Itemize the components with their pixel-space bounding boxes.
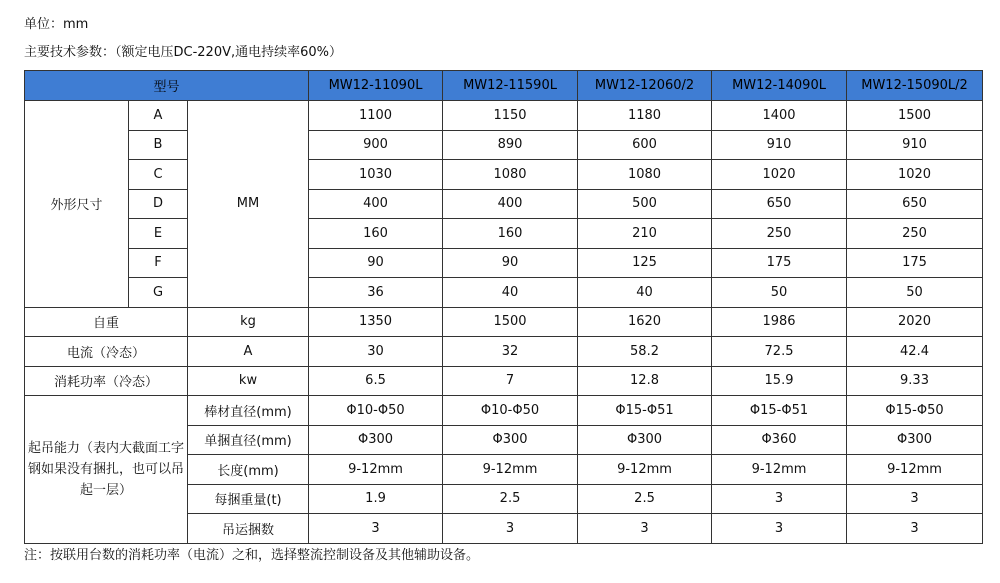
lifting-row-label: 单捆直径(mm) (188, 425, 309, 455)
table-cell: 400 (309, 189, 443, 219)
table-cell: 42.4 (847, 337, 983, 367)
table-cell: 32 (443, 337, 578, 367)
table-cell: 1500 (443, 307, 578, 337)
table-header-row (25, 71, 983, 101)
table-cell: 3 (578, 514, 712, 544)
table-row (25, 396, 983, 426)
table-row (25, 219, 983, 249)
table-cell: 9-12mm (309, 455, 443, 485)
params-note: 主要技术参数：（额定电压DC-220V,通电持续率60%） (24, 45, 343, 60)
table-cell: 9-12mm (712, 455, 847, 485)
table-cell: 2.5 (443, 484, 578, 514)
table-row (25, 101, 983, 131)
table-cell: 2.5 (578, 484, 712, 514)
table-cell: 7 (443, 366, 578, 396)
table-cell: 50 (712, 278, 847, 308)
table-cell: 3 (712, 514, 847, 544)
table-cell: Φ10-Φ50 (443, 396, 578, 426)
lifting-row-label: 每捆重量(t) (188, 484, 309, 514)
table-cell: 12.8 (578, 366, 712, 396)
table-cell: 1020 (847, 160, 983, 190)
table-cell: 1400 (712, 101, 847, 131)
table-cell: 15.9 (712, 366, 847, 396)
spec-table (24, 70, 983, 544)
table-cell: 900 (309, 130, 443, 160)
header-model-label: 型号 (25, 71, 309, 101)
table-cell: 40 (443, 278, 578, 308)
table-cell: 1150 (443, 101, 578, 131)
table-cell: 50 (847, 278, 983, 308)
table-cell: 1986 (712, 307, 847, 337)
table-cell: 250 (712, 219, 847, 249)
table-cell: 90 (443, 248, 578, 278)
header-model: MW12-14090L (712, 71, 847, 101)
lifting-row-label: 吊运捆数 (188, 514, 309, 544)
table-cell: 1020 (712, 160, 847, 190)
table-cell: 125 (578, 248, 712, 278)
table-cell: 3 (847, 514, 983, 544)
table-cell: Φ15-Φ50 (847, 396, 983, 426)
lifting-row-label: 长度(mm) (188, 455, 309, 485)
dimensions-unit: MM (188, 101, 309, 308)
table-cell: 600 (578, 130, 712, 160)
dimension-key: B (129, 130, 188, 160)
table-cell: 160 (443, 219, 578, 249)
table-cell: 72.5 (712, 337, 847, 367)
table-cell: 650 (712, 189, 847, 219)
table-cell: 890 (443, 130, 578, 160)
table-cell: Φ300 (847, 425, 983, 455)
footer-note: 注：按联用台数的消耗功率（电流）之和，选择整流控制设备及其他辅助设备。 (24, 548, 480, 563)
table-cell: 30 (309, 337, 443, 367)
header-model: MW12-15090L/2 (847, 71, 983, 101)
table-cell: 3 (712, 484, 847, 514)
table-row (25, 160, 983, 190)
table-cell: 3 (847, 484, 983, 514)
table-cell: 175 (712, 248, 847, 278)
table-cell: 910 (712, 130, 847, 160)
table-cell: 1080 (578, 160, 712, 190)
table-cell: 210 (578, 219, 712, 249)
table-cell: 9-12mm (847, 455, 983, 485)
table-cell: 3 (443, 514, 578, 544)
table-cell: 2020 (847, 307, 983, 337)
table-cell: 58.2 (578, 337, 712, 367)
table-row (25, 248, 983, 278)
row-unit: A (188, 337, 309, 367)
table-cell: 1080 (443, 160, 578, 190)
table-cell: 9.33 (847, 366, 983, 396)
table-cell: 650 (847, 189, 983, 219)
lifting-capacity-label: 起吊能力（表内大截面工字钢如果没有捆扎，也可以吊起一层） (25, 396, 188, 544)
table-cell: 1.9 (309, 484, 443, 514)
table-row (25, 307, 983, 337)
dimension-key: E (129, 219, 188, 249)
table-cell: 36 (309, 278, 443, 308)
header-model: MW12-11590L (443, 71, 578, 101)
table-cell: 250 (847, 219, 983, 249)
table-cell: 1100 (309, 101, 443, 131)
table-cell: 90 (309, 248, 443, 278)
table-cell: 40 (578, 278, 712, 308)
header-model: MW12-11090L (309, 71, 443, 101)
dimension-key: C (129, 160, 188, 190)
table-cell: 9-12mm (443, 455, 578, 485)
row-unit: kg (188, 307, 309, 337)
table-cell: 1620 (578, 307, 712, 337)
row-label-weight: 自重 (25, 307, 188, 337)
dimension-key: F (129, 248, 188, 278)
dimension-key: D (129, 189, 188, 219)
table-cell: 1350 (309, 307, 443, 337)
table-row (25, 130, 983, 160)
dimension-key: G (129, 278, 188, 308)
table-cell: 175 (847, 248, 983, 278)
table-cell: 1180 (578, 101, 712, 131)
dimensions-label: 外形尺寸 (25, 101, 129, 308)
table-cell: Φ300 (309, 425, 443, 455)
table-row (25, 278, 983, 308)
table-cell: 1500 (847, 101, 983, 131)
table-cell: 400 (443, 189, 578, 219)
table-row (25, 337, 983, 367)
table-cell: Φ10-Φ50 (309, 396, 443, 426)
table-cell: 160 (309, 219, 443, 249)
table-cell: 6.5 (309, 366, 443, 396)
table-cell: Φ300 (578, 425, 712, 455)
table-cell: 9-12mm (578, 455, 712, 485)
table-cell: Φ300 (443, 425, 578, 455)
table-row (25, 366, 983, 396)
table-cell: Φ15-Φ51 (578, 396, 712, 426)
row-label-current: 电流（冷态） (25, 337, 188, 367)
lifting-row-label: 棒材直径(mm) (188, 396, 309, 426)
header-model: MW12-12060/2 (578, 71, 712, 101)
table-cell: 500 (578, 189, 712, 219)
dimension-key: A (129, 101, 188, 131)
table-cell: 910 (847, 130, 983, 160)
table-cell: Φ15-Φ51 (712, 396, 847, 426)
table-cell: 3 (309, 514, 443, 544)
row-unit: kw (188, 366, 309, 396)
unit-note: 单位：mm (24, 17, 89, 32)
table-row (25, 189, 983, 219)
row-label-power: 消耗功率（冷态） (25, 366, 188, 396)
table-cell: 1030 (309, 160, 443, 190)
table-cell: Φ360 (712, 425, 847, 455)
